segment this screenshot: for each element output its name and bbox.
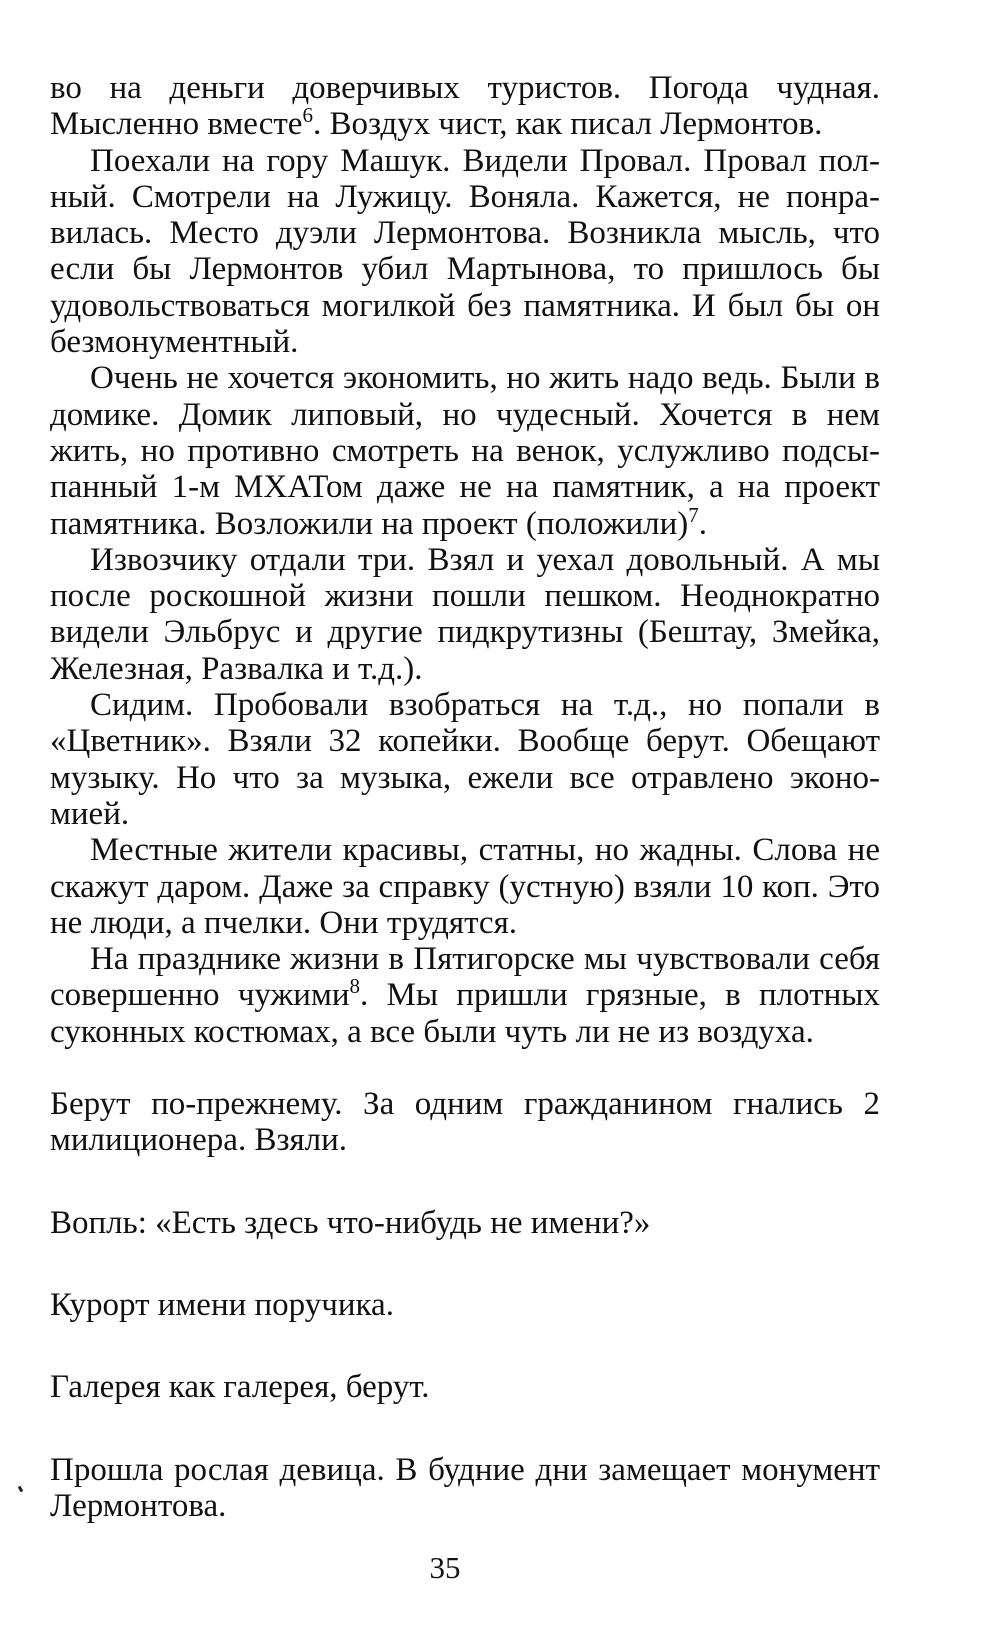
paragraph-3 [50,360,880,541]
footnote-ref-7[interactable]: 7 [688,502,699,527]
paragraph-7-text-a: На празднике жизни в Пятигорске мы чувствовали себя совершенно чужими [50,941,880,1014]
page-number: 35 [429,1550,461,1585]
paragraph-3-text-a: Очень не хочется экономить, но жить надо ведь. Были в домике. Домик липовый, но чудесный. Хочется в нем жить, но противно смотреть на венок, услужливо подсыпанный 1-м МХАТом даже не на памятник, а на проект памятника. Возложили на проект (положили) [50,360,880,542]
paragraph-12: Прошла рослая девица. В будние дни замещает монумент Лермонтова. [50,1451,880,1524]
paragraph-10: Курорт имени поручика. [50,1286,394,1323]
footnote-ref-6[interactable]: 6 [302,103,313,128]
footnote-ref-8[interactable]: 8 [349,974,360,999]
paragraph-5: Сидим. Пробовали взобраться на т.д., но попали в «Цветник». Взяли 32 копейки. Вообще берут. Обещают музыку. Но что за музыка, ежели все отравлено экономией. [50,687,880,832]
paragraph-3-text-b: . [698,505,708,542]
book-page [50,70,880,1524]
print-speck [18,1486,24,1493]
paragraph-1-text-b: . Воздух чист, как писал Лермонтов. [312,106,823,143]
paragraph-1-text-a: во на деньги доверчивых туристов. Погода чудная. Мысленно вместе [50,70,880,143]
paragraph-7 [50,941,880,1050]
paragraph-1 [50,70,880,143]
paragraph-11: Галерея как галерея, берут. [50,1369,430,1406]
paragraph-7-text-b: . Мы пришли грязные, в плотных суконных костюмах, а все были чуть ли не из воздуха. [50,977,880,1050]
paragraph-4: Извозчику отдали три. Взял и уехал довольный. А мы после роскошной жизни пошли пешком. Неоднократно видели Эльбрус и другие пидкрутизны (Бештау, Змейка, Железная, Развалка и т.д.). [50,541,880,687]
paragraph-8: Берут по-прежнему. За одним гражданином гнались 2 милиционера. Взяли. [50,1086,880,1159]
paragraph-6: Местные жители красивы, статны, но жадны. Слова не скажут даром. Даже за справку (устную) взяли 10 коп. Это не люди, а пчелки. Они трудятся. [50,832,880,941]
paragraph-2: Поехали на гору Машук. Видели Провал. Провал полный. Смотрели на Лужицу. Воняла. Кажется, не понравилась. Место дуэли Лермонтова. Возникла мысль, что если бы Лермонтов убил Мартынова, то пришлось бы удовольствоваться могилкой без памятника. И был бы он безмонументный. [50,142,880,361]
paragraph-9: Вопль: «Есть здесь что-нибудь не имени?» [50,1204,651,1241]
